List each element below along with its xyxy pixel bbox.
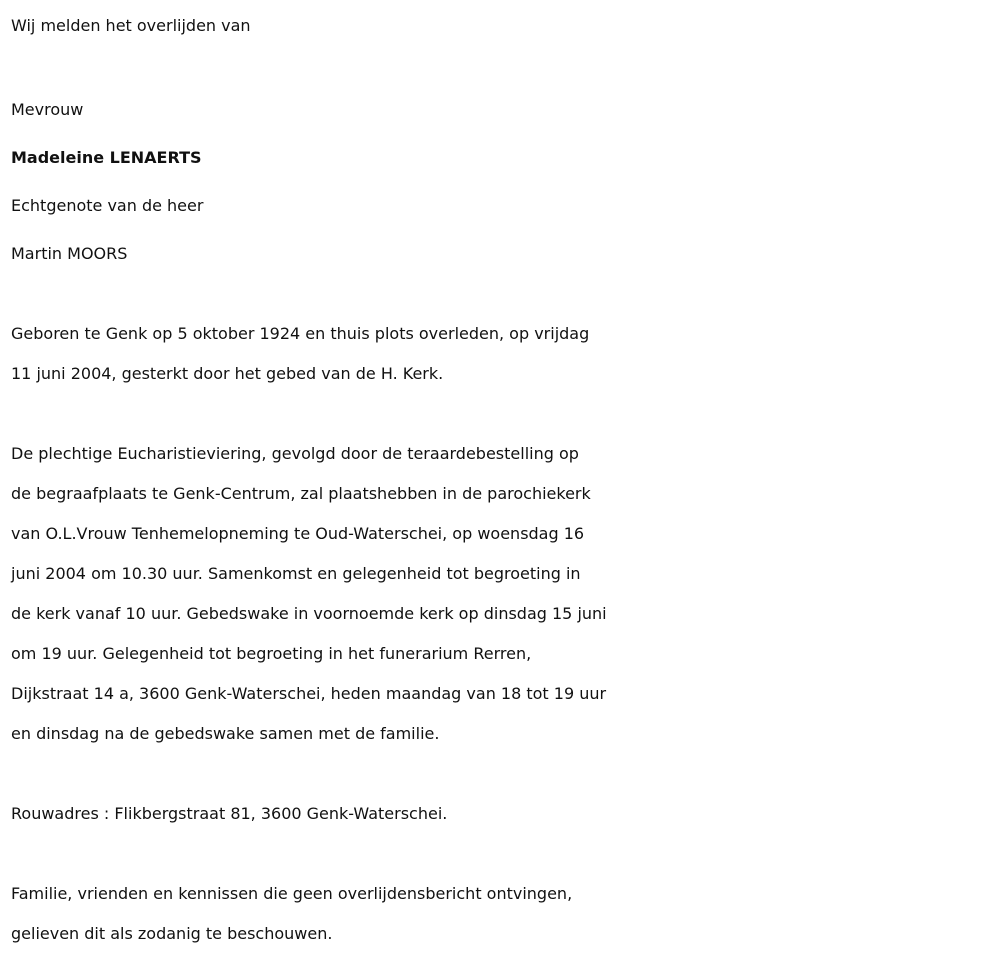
spacer — [11, 394, 996, 434]
paragraph-line: de kerk vanaf 10 uur. Gebedswake in voornoemde kerk op dinsdag 15 juni — [11, 604, 607, 623]
paragraph-line: en dinsdag na de gebedswake samen met de familie. — [11, 724, 440, 743]
deceased-name: Madeleine LENAERTS — [11, 148, 202, 167]
spouse-name: Martin MOORS — [11, 244, 128, 263]
birth-death-paragraph — [11, 314, 996, 394]
death-notice — [11, 6, 996, 954]
paragraph-line: de begraafplaats te Genk-Centrum, zal plaatshebben in de parochiekerk — [11, 484, 591, 503]
spacer — [11, 754, 996, 794]
spacer — [11, 834, 996, 874]
paragraph-line: Familie, vrienden en kennissen die geen overlijdensbericht ontvingen, — [11, 884, 573, 903]
relation-text: Echtgenote van de heer — [11, 196, 204, 215]
intro-text: Wij melden het overlijden van — [11, 16, 251, 35]
paragraph-line: om 19 uur. Gelegenheid tot begroeting in het funerarium Rerren, — [11, 644, 532, 663]
spacer — [11, 278, 996, 314]
paragraph-line: 11 juni 2004, gesterkt door het gebed van de H. Kerk. — [11, 364, 444, 383]
spacer — [11, 46, 996, 86]
paragraph-line: van O.L.Vrouw Tenhemelopneming te Oud-Waterschei, op woensdag 16 — [11, 524, 585, 543]
paragraph-line: Geboren te Genk op 5 oktober 1924 en thuis plots overleden, op vrijdag — [11, 324, 590, 343]
paragraph-line: juni 2004 om 10.30 uur. Samenkomst en gelegenheid tot begroeting in — [11, 564, 581, 583]
paragraph-line: gelieven dit als zodanig te beschouwen. — [11, 924, 333, 943]
mourning-address: Rouwadres : Flikbergstraat 81, 3600 Genk-Waterschei. — [11, 804, 448, 823]
ceremony-paragraph — [11, 434, 996, 754]
paragraph-line: Dijkstraat 14 a, 3600 Genk-Waterschei, heden maandag van 18 tot 19 uur — [11, 684, 607, 703]
salutation: Mevrouw — [11, 100, 84, 119]
closing-paragraph — [11, 874, 996, 954]
paragraph-line: De plechtige Eucharistieviering, gevolgd door de teraardebestelling op — [11, 444, 579, 463]
